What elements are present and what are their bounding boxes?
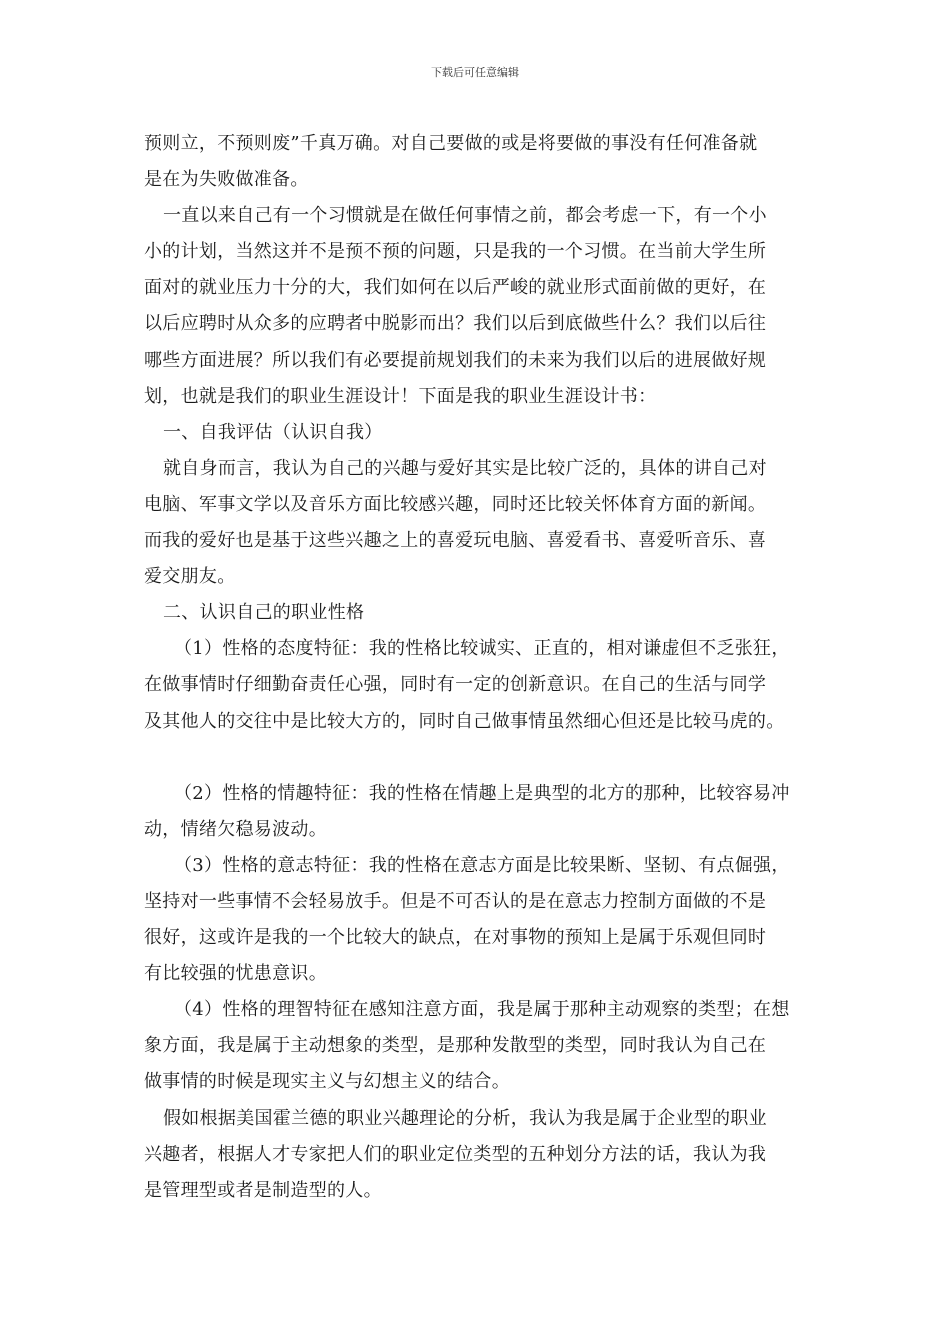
text-line: 在做事情时仔细勤奋责任心强，同时有一定的创新意识。在自己的生活与同学 [144, 674, 767, 696]
text-line: 兴趣者，根据人才专家把人们的职业定位类型的五种划分方法的话，我认为我 [144, 1143, 767, 1165]
section-heading-self-assessment: 一、自我评估（认识自我） [163, 421, 383, 443]
text-line: 坚持对一些事情不会轻易放手。但是不可否认的是在意志力控制方面做的不是 [144, 890, 767, 912]
text-line: 是在为失败做准备。 [144, 169, 309, 191]
text-line: 面对的就业压力十分的大，我们如何在以后严峻的就业形式面前做的更好，在 [144, 277, 767, 299]
paragraph-start: 就自身而言，我认为自己的兴趣与爱好其实是比较广泛的，具体的讲自己对 [163, 457, 767, 479]
blank-line [144, 740, 816, 776]
page-header: 下载后可任意编辑 [431, 66, 519, 79]
section-heading-career-personality: 二、认识自己的职业性格 [163, 602, 365, 624]
text-line: 象方面，我是属于主动想象的类型，是那种发散型的类型，同时我认为自己在 [144, 1035, 767, 1057]
text-line: 而我的爱好也是基于这些兴趣之上的喜爱玩电脑、喜爱看书、喜爱听音乐、喜 [144, 530, 767, 552]
text-line: 哪些方面进展？所以我们有必要提前规划我们的未来为我们以后的进展做好规 [144, 349, 767, 371]
paragraph-start: 假如根据美国霍兰德的职业兴趣理论的分析，我认为我是属于企业型的职业 [163, 1107, 767, 1129]
list-item-start: （3）性格的意志特征：我的性格在意志方面是比较果断、坚韧、有点倔强， [174, 854, 790, 876]
text-line: 是管理型或者是制造型的人。 [144, 1179, 382, 1201]
text-line: 爱交朋友。 [144, 566, 236, 588]
text-line: 以后应聘时从众多的应聘者中脱影而出？我们以后到底做些什么？我们以后往 [144, 313, 767, 335]
text-line: 动，情绪欠稳易波动。 [144, 818, 327, 840]
paragraph-start: 一直以来自己有一个习惯就是在做任何事情之前，都会考虑一下，有一个小 [163, 205, 767, 227]
list-item-start: （2）性格的情趣特征：我的性格在情趣上是典型的北方的那种，比较容易冲 [174, 782, 790, 804]
text-line: 小的计划，当然这并不是预不预的问题，只是我的一个习惯。在当前大学生所 [144, 241, 767, 263]
text-line: 电脑、军事文学以及音乐方面比较感兴趣，同时还比较关怀体育方面的新闻。 [144, 493, 767, 515]
text-line: 划，也就是我们的职业生涯设计！下面是我的职业生涯设计书： [144, 385, 657, 407]
list-item-start: （1）性格的态度特征：我的性格比较诚实、正直的，相对谦虚但不乏张狂， [174, 638, 790, 660]
text-line: 预则立，不预则废”千真万确。对自己要做的或是将要做的事没有任何准备就 [144, 133, 758, 154]
text-line: 做事情的时候是现实主义与幻想主义的结合。 [144, 1071, 510, 1093]
text-line: 很好，这或许是我的一个比较大的缺点，在对事物的预知上是属于乐观但同时 [144, 927, 767, 949]
document-body [144, 126, 816, 1209]
list-item-start: （4）性格的理智特征在感知注意方面，我是属于那种主动观察的类型；在想 [174, 999, 790, 1021]
text-line: 及其他人的交往中是比较大方的，同时自己做事情虽然细心但还是比较马虎的。 [144, 710, 785, 732]
text-line: 有比较强的忧患意识。 [144, 963, 327, 985]
